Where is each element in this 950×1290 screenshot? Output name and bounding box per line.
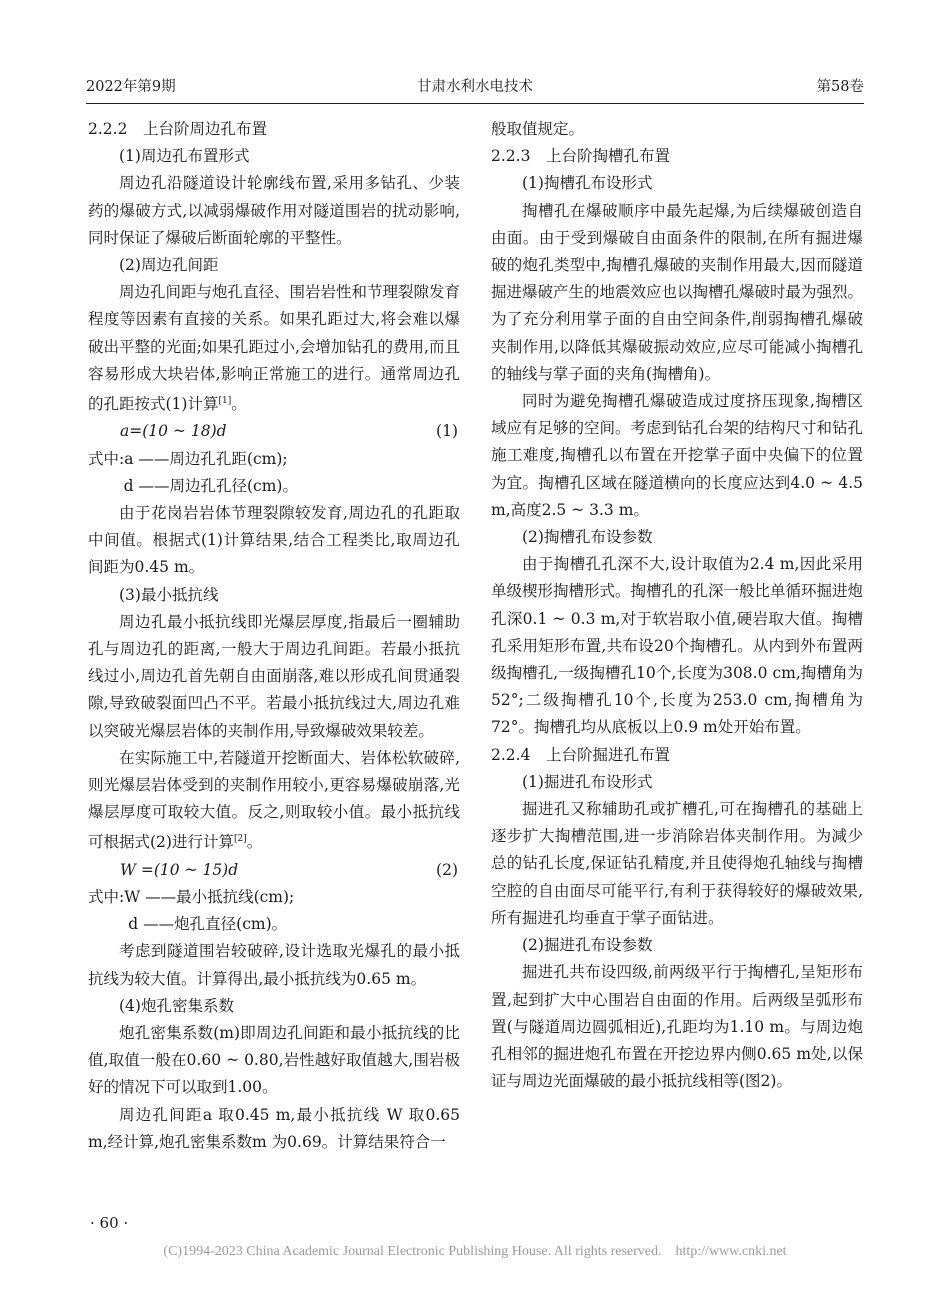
right-column bbox=[491, 116, 863, 1095]
equation-definition: 式中:W ——最小抵抗线(cm); bbox=[88, 887, 295, 906]
paragraph: 掘进孔又称辅助孔或扩槽孔,可在掏槽孔的基础上逐步扩大掏槽范围,进一步消除岩体夹制作用。为减少总的钻孔长度,保证钻孔精度,并且使得炮孔轴线与掏槽空腔的自由面尽可能平行,有利于获得较好的爆破效果,所有掘进孔均垂直于掌子面钻进。 bbox=[491, 800, 863, 927]
paragraph: 掘进孔共布设四级,前两级平行于掏槽孔,呈矩形布置,起到扩大中心围岩自由面的作用。后两级呈弧形布置(与隧道周边圆弧相近),孔距均为1.10 m。与周边炮孔相邻的掘进炮孔布置在开挖边界内侧0.65 m处,以保证与周边光面爆破的最小抵抗线相等(图2)。 bbox=[491, 963, 863, 1091]
paragraph: 周边孔沿隧道设计轮廓线布置,采用多钻孔、少装药的爆破方式,以减弱爆破作用对隧道围岩的扰动影响,同时保证了爆破后断面轮廓的平整性。 bbox=[88, 174, 460, 247]
equation-number: (1) bbox=[436, 422, 458, 441]
subheading-drive-form: (1)掘进孔布设形式 bbox=[522, 772, 653, 791]
running-header bbox=[86, 76, 864, 98]
volume-label: 第58卷 bbox=[816, 79, 864, 95]
citation-ref: [1] bbox=[218, 396, 232, 407]
subheading-density: (4)炮孔密集系数 bbox=[119, 996, 234, 1015]
paragraph: 由于掏槽孔孔深不大,设计取值为2.4 m,因此采用单级楔形掏槽形式。掏槽孔的孔深一般比单循环掘进炮孔深0.1 ~ 0.3 m,对于软岩取小值,硬岩取大值。掏槽孔采用矩形布置,共布设20个掏槽孔。从内到外布置两级掏槽孔,一级掏槽孔10个,长度为308.0 cm,掏槽角为52°;二级掏槽孔10个,长度为253.0 cm,掏槽角为72°。掏槽孔均从底板以上0.9 m处开始布置。 bbox=[491, 555, 864, 737]
citation-ref: [2] bbox=[233, 834, 247, 845]
equation-2 bbox=[88, 857, 460, 884]
subheading-min-burden: (3)最小抵抗线 bbox=[119, 585, 219, 604]
paragraph: 周边孔间距a 取0.45 m,最小抵抗线 W 取0.65 m,经计算,炮孔密集系数m 为0.69。计算结果符合一 bbox=[88, 1105, 460, 1151]
subheading-layout-form: (1)周边孔布置形式 bbox=[119, 147, 250, 166]
subheading-spacing: (2)周边孔间距 bbox=[119, 256, 219, 275]
issue-label: 2022年第9期 bbox=[86, 79, 176, 95]
equation-definition: d ——炮孔直径(cm)。 bbox=[128, 915, 288, 934]
subheading-cut-params: (2)掏槽孔布设参数 bbox=[522, 528, 653, 547]
journal-title: 甘肃水利水电技术 bbox=[417, 79, 533, 95]
section-heading-2-2-3: 2.2.3 上台阶掏槽孔布置 bbox=[491, 147, 670, 166]
section-heading-2-2-2: 2.2.2 上台阶周边孔布置 bbox=[88, 120, 267, 138]
equation-1 bbox=[88, 418, 460, 445]
equation-number: (2) bbox=[436, 860, 458, 879]
subheading-cut-form: (1)掏槽孔布设形式 bbox=[522, 174, 653, 193]
section-heading-2-2-4: 2.2.4 上台阶掘进孔布置 bbox=[491, 745, 670, 764]
equation-body: W =(10 ~ 15)d bbox=[120, 860, 239, 879]
paragraph: 掏槽孔在爆破顺序中最先起爆,为后续爆破创造自由面。由于受到爆破自由面条件的限制,在所有掘进爆破的炮孔类型中,掏槽孔爆破的夹制作用最大,因而隧道掘进爆破产生的地震效应也以掏槽孔爆破时最为强烈。为了充分利用掌子面的自由空间条件,削弱掏槽孔爆破夹制作用,以降低其爆破振动效应,应尽可能减小掏槽孔的轴线与掌子面的夹角(掏槽角)。 bbox=[491, 201, 864, 383]
paragraph: 在实际施工中,若隧道开挖断面大、岩体松软破碎,则光爆层岩体受到的夹制作用较小,更容易爆破崩落,光爆层厚度可取较大值。反之,则取较小值。最小抵抗线可根据式(2)进行计算[2]。 bbox=[88, 748, 460, 852]
paragraph: 同时为避免掏槽孔爆破造成过度挤压现象,掏槽区域应有足够的空间。考虑到钻孔台架的结构尺寸和钻孔施工难度,掏槽孔以布置在开挖掌子面中央偏下的位置为宜。掏槽孔区域在隧道横向的长度应达到4.0 ~ 4.5 m,高度2.5 ~ 3.3 m。 bbox=[491, 392, 864, 519]
paragraph: 炮孔密集系数(m)即周边孔间距和最小抵抗线的比值,取值一般在0.60 ~ 0.80,岩性越好取值越大,围岩极好的情况下可以取到1.00。 bbox=[88, 1023, 460, 1097]
paragraph: 周边孔间距与炮孔直径、围岩岩性和节理裂隙发育程度等因素有直接的关系。如果孔距过大,将会难以爆破出平整的光面;如果孔距过小,会增加钻孔的费用,而且容易形成大块岩体,影响正常施工的进行。通常周边孔的孔距按式(1)计算[1]。 bbox=[88, 283, 461, 414]
page-number: · 60 · bbox=[90, 1214, 129, 1232]
left-column bbox=[88, 116, 460, 1156]
equation-body: a=(10 ~ 18)d bbox=[120, 422, 227, 441]
paragraph: 周边孔最小抵抗线即光爆层厚度,指最后一圈辅助孔与周边孔的距离,一般大于周边孔间距。若最小抵抗线过小,周边孔首先朝自由面崩落,难以形成孔间贯通裂隙,导致破裂面凹凸不平。若最小抵抗线过大,周边孔难以突破光爆层岩体的夹制作用,导致爆破效果较差。 bbox=[88, 612, 460, 740]
copyright-watermark: (C)1994-2023 China Academic Journal Electronic Publishing House. All rights reserved. http://www.cnki.net bbox=[163, 1244, 787, 1259]
equation-definition: d ——周边孔孔径(cm)。 bbox=[123, 476, 298, 495]
subheading-drive-params: (2)掘进孔布设参数 bbox=[522, 936, 653, 955]
header-rule bbox=[86, 103, 864, 104]
equation-definition: 式中:a ——周边孔孔距(cm); bbox=[88, 449, 288, 468]
paragraph-continued: 般取值规定。 bbox=[491, 120, 585, 138]
paragraph: 考虑到隧道围岩较破碎,设计选取光爆孔的最小抵抗线为较大值。计算得出,最小抵抗线为0.65 m。 bbox=[88, 942, 460, 988]
paragraph: 由于花岗岩岩体节理裂隙较发育,周边孔的孔距取中间值。根据式(1)计算结果,结合工程类比,取周边孔间距为0.45 m。 bbox=[88, 503, 460, 577]
